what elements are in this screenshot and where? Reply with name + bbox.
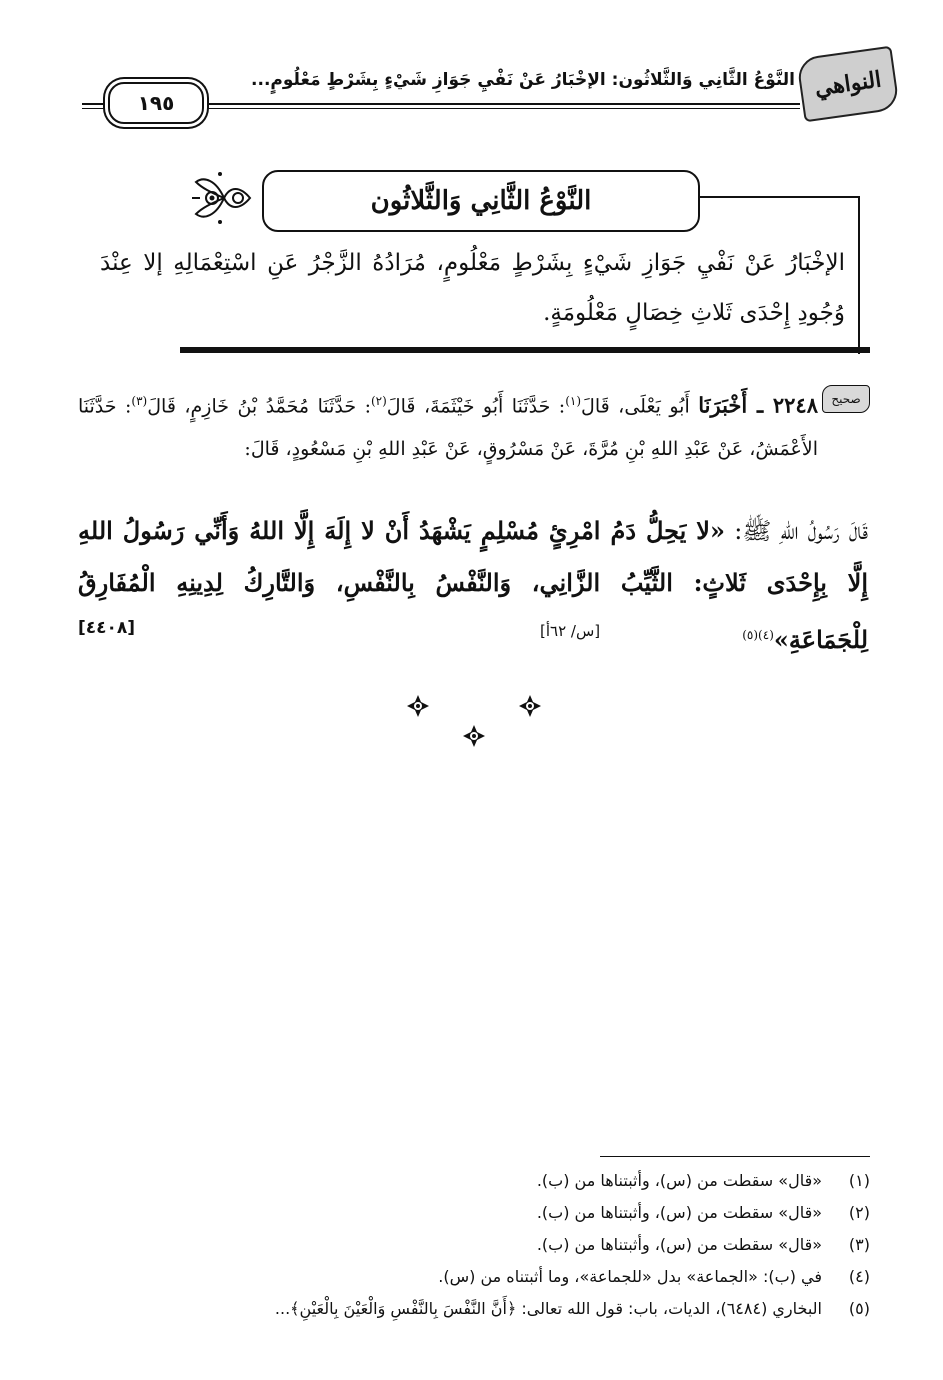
floral-ornament-icon <box>190 166 256 230</box>
isnad-segment-2: : حَدَّثَنَا أَبُو خَيْثَمَةَ، قَالَ <box>386 395 566 418</box>
hadith-isnad <box>78 380 818 471</box>
footnote-item <box>170 1197 870 1229</box>
footnote-item <box>170 1165 870 1197</box>
chapter-description: الإخْبَارُ عَنْ نَفْيِ جَوَازِ شَيْءٍ بِشَرْطٍ مَعْلُومٍ، مُرَادُهُ الزَّجْرُ عَنِ اسْتِعْمَالِهِ إلا عِنْدَ وُجُودِ إِحْدَى ثَلاثِ خِصَالٍ مَعْلُومَةٍ. <box>100 250 845 326</box>
footnote-ref-4-5[interactable]: (٤)(٥) <box>742 628 774 642</box>
footnote-ref-1[interactable]: (١) <box>565 394 582 408</box>
footnote-number: (٤) <box>848 1267 870 1286</box>
footnote-text: «قال» سقطت من (س)، وأثبتناها من (ب). <box>536 1235 822 1254</box>
footnote-number: (١) <box>848 1171 870 1190</box>
isnad-segment-4: : حَدَّثَنَا الأَعْمَشُ، عَنْ عَبْدِ اللهِ بْنِ مُرَّةَ، عَنْ مَسْرُوقٍ، عَنْ عَبْدِ اللهِ بْنِ مَسْعُودٍ، قَالَ: <box>78 395 818 461</box>
footnote-item <box>170 1293 870 1325</box>
page-number <box>108 82 204 124</box>
chapter-frame-side <box>858 196 860 354</box>
footnote-separator <box>600 1156 870 1157</box>
hadith-grade-label: صحيح <box>831 392 861 406</box>
footnote-item <box>170 1261 870 1293</box>
section-tab <box>796 46 900 123</box>
footnote-number: (٥) <box>848 1299 870 1318</box>
isnad-segment-1: أَبُو يَعْلَى، قَالَ <box>581 395 699 418</box>
footnote-text: البخاري (٦٤٨٤)، الديات، باب: قول الله تعالى: ﴿أَنَّ النَّفْسَ بِالنَّفْسِ وَالْعَيْنَ بِالْعَيْنِ﴾... <box>274 1299 822 1318</box>
footnote-number: (٣) <box>848 1235 870 1254</box>
footnote-text: في (ب): «الجماعة» بدل «للجماعة»، وما أثبتناه من (س). <box>438 1267 822 1286</box>
footnotes <box>170 1165 870 1325</box>
footnote-number: (٢) <box>848 1203 870 1222</box>
cross-reference-number: [٤٤٠٨] <box>78 618 136 638</box>
matn-text: «لا يَحِلُّ دَمُ امْرِئٍ مُسْلِمٍ يَشْهَدُ أَنْ لا إِلَهَ إِلَّا اللهُ وَأَنِّي رَسُولُ اللهِ إِلَّا بِإِحْدَى ثَلاثٍ: الثَّيِّبُ الزَّانِي، وَالنَّفْسُ بِالنَّفْسِ، وَالتَّارِكُ لِدِينِهِ الْمُفَارِقُ لِلْجَمَاعَةِ» <box>78 516 868 654</box>
chapter-title: النَّوْعُ الثَّانِي وَالثَّلاثُون <box>370 186 592 216</box>
running-title: النَّوْعُ الثَّانِي وَالثَّلاثُون: الإخْبَارُ عَنْ نَفْيِ جَوَازِ شَيْءٍ بِشَرْطٍ مَعْلُومٍ... <box>251 70 795 90</box>
star-ornament-icon <box>462 724 486 748</box>
star-ornament-icon <box>406 694 430 718</box>
manuscript-folio-ref: [س/ ٦٢أ] <box>540 622 601 640</box>
hadith-number: ٢٢٤٨ <box>772 392 818 418</box>
chapter-frame-top <box>695 196 860 198</box>
footnote-text: «قال» سقطت من (س)، وأثبتناها من (ب). <box>536 1171 822 1190</box>
chapter-bottom-bar <box>180 347 870 353</box>
chapter-title-box <box>262 170 700 232</box>
matn-intro: قَالَ رَسُولُ اللهِ ﷺ: <box>725 517 869 545</box>
hadith-matn <box>78 505 868 666</box>
page-number-text: ١٩٥ <box>137 91 175 115</box>
section-tab-label: النواهي <box>813 66 883 102</box>
isnad-segment-3: : حَدَّثَنَا مُحَمَّدُ بْنُ خَازِمٍ، قَالَ <box>147 395 371 418</box>
footnote-ref-3[interactable]: (٣) <box>131 394 148 408</box>
footnote-text: «قال» سقطت من (س)، وأثبتناها من (ب). <box>536 1203 822 1222</box>
star-ornament-icon <box>518 694 542 718</box>
footnote-ref-2[interactable]: (٢) <box>370 394 387 408</box>
footnote-item <box>170 1229 870 1261</box>
hadith-isnad-prefix: ـ أَخْبَرَنَا <box>698 392 773 418</box>
hadith-grade-tag <box>822 385 870 413</box>
